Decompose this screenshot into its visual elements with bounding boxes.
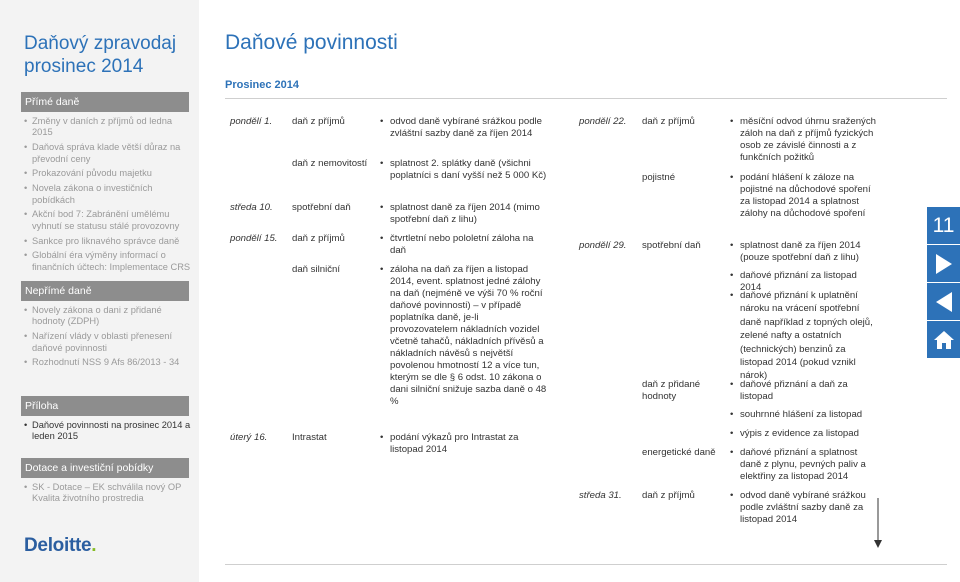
tax-type: daň z příjmů — [642, 116, 695, 127]
tax-type: pojistné — [642, 172, 676, 183]
toc-link[interactable]: • Globální éra výměny informací o finančních účtech: Implementace CRS — [24, 250, 194, 273]
tax-type: spotřební daň — [292, 202, 351, 213]
continue-down-arrow-icon — [874, 498, 882, 548]
section-indirect-taxes: Nepřímé daně — [21, 281, 189, 301]
page-subtitle: Prosinec 2014 — [225, 79, 299, 91]
tax-type: spotřební daň — [642, 240, 701, 251]
tax-type: daň silniční — [292, 264, 340, 275]
obligation: • výpis z evidence za listopad — [740, 428, 878, 440]
deloitte-logo[interactable] — [24, 535, 96, 557]
section-appendix: Příloha — [21, 396, 189, 416]
obligation: • splatnost daně za říjen 2014 (pouze spotřební daň z lihu) — [740, 240, 878, 264]
obligation: • podání hlášení k záloze na pojistné na důchodové spoření za listopad 2014 a splatnost zálohy na důchodové spoření — [740, 172, 878, 220]
previous-page-button[interactable] — [927, 283, 960, 320]
obligation: • souhrnné hlášení za listopad — [740, 409, 878, 421]
newsletter-title-line-2: prosinec 2014 — [24, 56, 144, 77]
day-label: pondělí 15. — [230, 233, 278, 244]
page-title: Daňové povinnosti — [225, 31, 398, 54]
obligation: • daňové přiznání a daň za listopad — [740, 379, 878, 403]
toc-link[interactable]: • Daňová správa klade větší důraz na převodní ceny — [24, 142, 194, 165]
subsidies-list — [24, 482, 194, 508]
obligation: • daňové přiznání za listopad 2014 — [740, 270, 878, 294]
toc-link[interactable]: • SK - Dotace – EK schválila nový OP Kvalita životního prostredia — [24, 482, 194, 505]
toc-link[interactable]: • Nařízení vlády v oblasti přenesení daňové povinnosti — [24, 331, 194, 354]
obligation: • daňové přiznání k uplatnění nároku na vrácení spotřební daně například z topných olejů, zelené nafty a ostatních (technických) benzinů za listopad 2014 (pokud vznikl nárok) — [740, 289, 878, 383]
day-label: pondělí 22. — [579, 116, 627, 127]
newsletter-title-line-1: Daňový zpravodaj — [24, 33, 177, 54]
appendix-list — [24, 420, 194, 446]
play-icon — [935, 254, 953, 274]
tax-type: energetické daně — [642, 447, 716, 458]
obligation: • podání výkazů pro Intrastat za listopad 2014 — [390, 432, 548, 456]
tax-type: daň z přidané hodnoty — [642, 379, 701, 402]
home-button[interactable] — [927, 321, 960, 358]
day-label: pondělí 1. — [230, 116, 273, 127]
toc-link[interactable]: • Sankce pro liknavého správce daně — [24, 236, 194, 247]
toc-link[interactable]: • Prokazování původu majetku — [24, 168, 194, 179]
next-page-button[interactable] — [927, 245, 960, 282]
direct-taxes-list — [24, 116, 194, 277]
toc-link-current[interactable]: • Daňové povinnosti na prosinec 2014 a leden 2015 — [24, 420, 194, 443]
page-number: 11 — [927, 207, 960, 244]
toc-link[interactable]: • Novela zákona o investičních pobídkách — [24, 183, 194, 206]
obligation: • čtvrtletní nebo pololetní záloha na daň — [390, 233, 548, 257]
obligation: • splatnost daně za říjen 2014 (mimo spotřební daň z lihu) — [390, 202, 548, 226]
tax-type: daň z nemovitostí — [292, 158, 368, 169]
back-icon — [935, 292, 953, 312]
section-subsidies: Dotace a investiční pobídky — [21, 458, 189, 478]
logo-wordmark: Deloitte — [24, 535, 92, 556]
home-icon — [933, 330, 955, 350]
toc-link[interactable]: • Novely zákona o dani z přidané hodnoty (ZDPH) — [24, 305, 194, 328]
obligation: • daňové přiznání a splatnost daně z plynu, pevných paliv a elektřiny za listopad 2014 — [740, 447, 878, 483]
toc-link[interactable]: • Změny v daních z příjmů od ledna 2015 — [24, 116, 194, 139]
footer-divider — [225, 564, 947, 565]
tax-type: daň z příjmů — [292, 116, 345, 127]
obligation: • záloha na daň za říjen a listopad 2014, event. splatnost jedné zálohy na daň (nejméně ve výši 70 % roční daňové povinnosti) – v případě poplatníka daně, je-li provozovatelem nákladních vozidel včetně tahačů, nákladních přívěsů a nákladních návěsů s největší povolenou hmotností 12 a více tun, kterým se dle § 6 odst. 10 zákona o dani silniční snižuje sazba daně o 48 % — [390, 264, 548, 408]
tax-type: daň z příjmů — [292, 233, 345, 244]
obligation: • odvod daně vybírané srážkou podle zvláštní sazby daně za říjen 2014 — [390, 116, 548, 140]
obligation: • odvod daně vybírané srážkou podle zvláštní sazby daně za listopad 2014 — [740, 490, 878, 526]
header-divider — [225, 98, 947, 99]
obligation: • měsíční odvod úhrnu sražených záloh na daň z příjmů fyzických osob ze závislé činnosti a z funkčních požitků — [740, 116, 878, 164]
toc-link[interactable]: • Akční bod 7: Zabránění umělému vyhnutí se statusu stálé provozovny — [24, 209, 194, 232]
day-label: pondělí 29. — [579, 240, 627, 251]
day-label: úterý 16. — [230, 432, 268, 443]
section-direct-taxes: Přímé daně — [21, 92, 189, 112]
toc-link[interactable]: • Rozhodnutí NSS 9 Afs 86/2013 - 34 — [24, 357, 194, 368]
day-label: středa 10. — [230, 202, 273, 213]
newsletter-title — [24, 32, 176, 78]
tax-type: daň z příjmů — [642, 490, 695, 501]
logo-dot: . — [91, 535, 97, 556]
obligation: • splatnost 2. splátky daně (všichni poplatníci s daní vyšší než 5 000 Kč) — [390, 158, 548, 182]
tax-type: Intrastat — [292, 432, 327, 443]
day-label: středa 31. — [579, 490, 622, 501]
sidebar — [0, 0, 199, 582]
indirect-taxes-list — [24, 305, 194, 372]
